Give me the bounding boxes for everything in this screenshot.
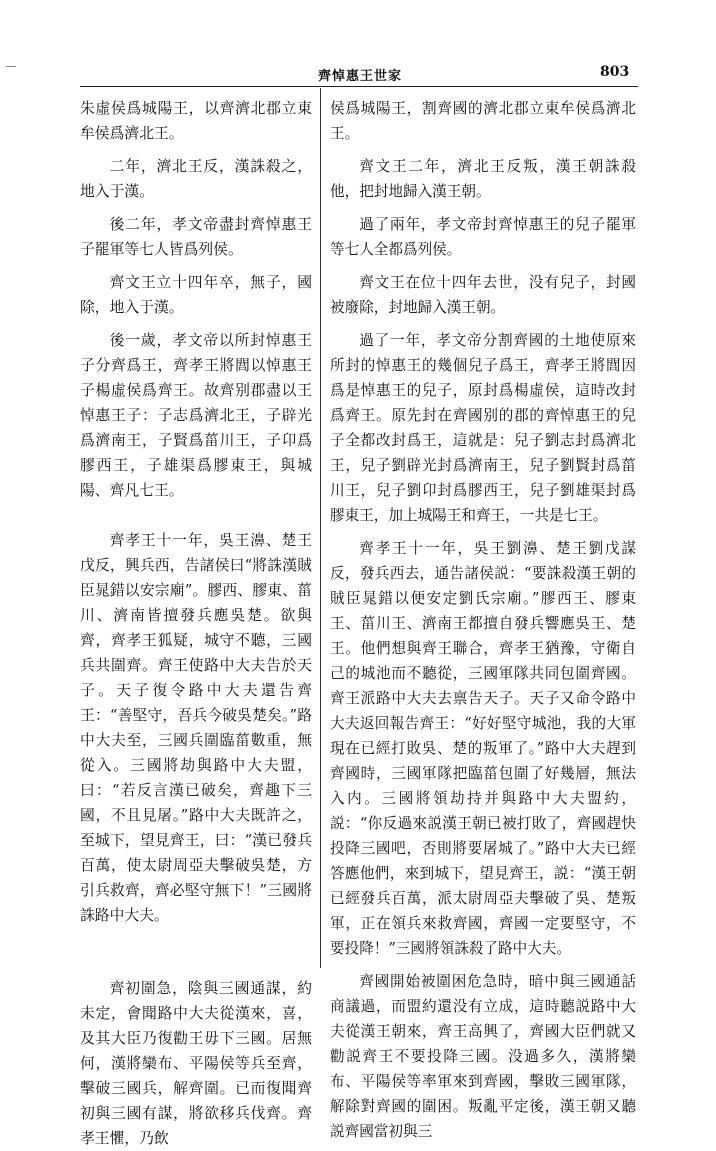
original-paragraph: 二年，濟北王反，漢誅殺之，地入于漢。 [80, 158, 312, 200]
translation-paragraph: 過了一年，孝文帝分割齊國的土地使原來所封的悼惠王的幾個兒子爲王，齊孝王將閭因爲是悼惠王的兒子，原封爲楊虛侯，這時改封爲齊王。原先封在齊國别的郡的齊悼惠王的兒子全都改封爲王，這就是：兒子劉志封爲濟北王，兒子劉辟光封爲濟南王，兒子劉賢封爲菑川王，兒子劉卬封爲膠西王，兒子劉雄渠封爲膠東王，加上城陽王和齊王，一共是七王。 [330, 332, 636, 524]
translation-paragraph: 侯爲城陽王，割齊國的濟北郡立東牟侯爲濟北王。 [330, 100, 636, 142]
column-divider [320, 88, 321, 968]
original-paragraph: 後二年，孝文帝盡封齊悼惠王子罷軍等七人皆爲列侯。 [80, 216, 312, 258]
running-header-title: 齊悼惠王世家 [317, 69, 402, 84]
original-paragraph: 朱虛侯爲城陽王，以齊濟北郡立東牟侯爲濟北王。 [80, 100, 312, 142]
header-rule [80, 86, 638, 87]
page-number: 803 [600, 64, 630, 80]
original-paragraph: 齊孝王十一年，吳王濞、楚王戊反，興兵西，告諸侯曰“將誅漢賊臣晁錯以安宗廟”。膠西、膠東、菑川、濟南皆擅發兵應吳楚。欲與齊，齊孝王狐疑，城守不聽，三國兵共圍齊。齊王使路中大夫告於天子。天子復令路中大夫還告齊王：“善堅守，吾兵今破吳楚矣。”路中大夫至，三國兵圍臨菑數重，無從入。三國將劫與路中大夫盟，曰：“若反言漢已破矣，齊趣下三國，不且見屠。”路中大夫既許之，至城下，望見齊王，曰：“漢已發兵百萬，使太尉周亞夫擊破吳楚，方引兵救齊，齊必堅守無下！”三國將誅路中大夫。 [80, 532, 312, 924]
original-paragraph: 齊初圍急，陰與三國通謀，約未定，會聞路中大夫從漢來，喜，及其大臣乃復勸王毋下三國。居無何，漢將欒布、平陽侯等兵至齊，擊破三國兵，解齊圍。已而復聞齊初與三國有謀，將欲移兵伐齊。齊孝王懼，乃飲 [80, 980, 312, 1147]
original-text-column [80, 96, 312, 1147]
translation-paragraph: 齊國開始被圍困危急時，暗中與三國通話商議過，而盟約還没有立成，這時聽説路中大夫從漢王朝來，齊王高興了，齊國大臣們就又勸説齊王不要投降三國。没過多久，漢將欒布、平陽侯等率軍來到齊國，擊敗三國軍隊，解除對齊國的圍困。叛亂平定後，漢王朝又聽説齊國當初與三 [330, 973, 636, 1140]
translation-paragraph: 齊文王在位十四年去世，没有兒子，封國被廢除，封地歸入漢王朝。 [330, 274, 636, 316]
translation-column [330, 96, 636, 1140]
original-paragraph: 後一歲，孝文帝以所封悼惠王子分齊爲王，齊孝王將閭以悼惠王子楊虛侯爲齊王。故齊别郡盡以王悼惠王子：子志爲濟北王，子辟光爲濟南王，子賢爲菑川王，子卬爲膠西王，子雄渠爲膠東王，與城陽、齊凡七王。 [80, 332, 312, 499]
translation-paragraph: 齊文王二年，濟北王反叛，漢王朝誅殺他，把封地歸入漢王朝。 [330, 158, 636, 200]
translation-paragraph: 齊孝王十一年，吳王劉濞、楚王劉戊謀反，發兵西去，通告諸侯説：“要誅殺漢王朝的賊臣晁錯以便安定劉氏宗廟。”膠西王、膠東王、菑川王、濟南王都擅自發兵響應吳王、楚王。他們想與齊王聯合，齊孝王猶豫，守衛自己的城池而不聽從，三國軍隊共同包圍齊國。齊王派路中大夫去禀告天子。天子又命令路中大夫返回報告齊王：“好好堅守城池，我的大軍現在已經打敗吳、楚的叛軍了。”路中大夫趕到齊國時，三國軍隊把臨菑包圍了好幾層，無法入内。三國將領劫持并與路中大夫盟約，説：“你反過來説漢王朝已被打敗了，齊國趕快投降三國吧，否則將要屠城了。”路中大夫已經答應他們，來到城下，望見齊王，説：“漢王朝已經發兵百萬，派太尉周亞夫擊破了吳、楚叛軍，正在領兵來救齊國，齊國一定要堅守，不要投降！”三國將領誅殺了路中大夫。 [330, 540, 636, 957]
translation-paragraph: 過了兩年，孝文帝封齊悼惠王的兒子罷軍等七人全都爲列侯。 [330, 216, 636, 258]
original-paragraph: 齊文王立十四年卒，無子，國除，地入于漢。 [80, 274, 312, 316]
margin-mark [6, 66, 16, 67]
